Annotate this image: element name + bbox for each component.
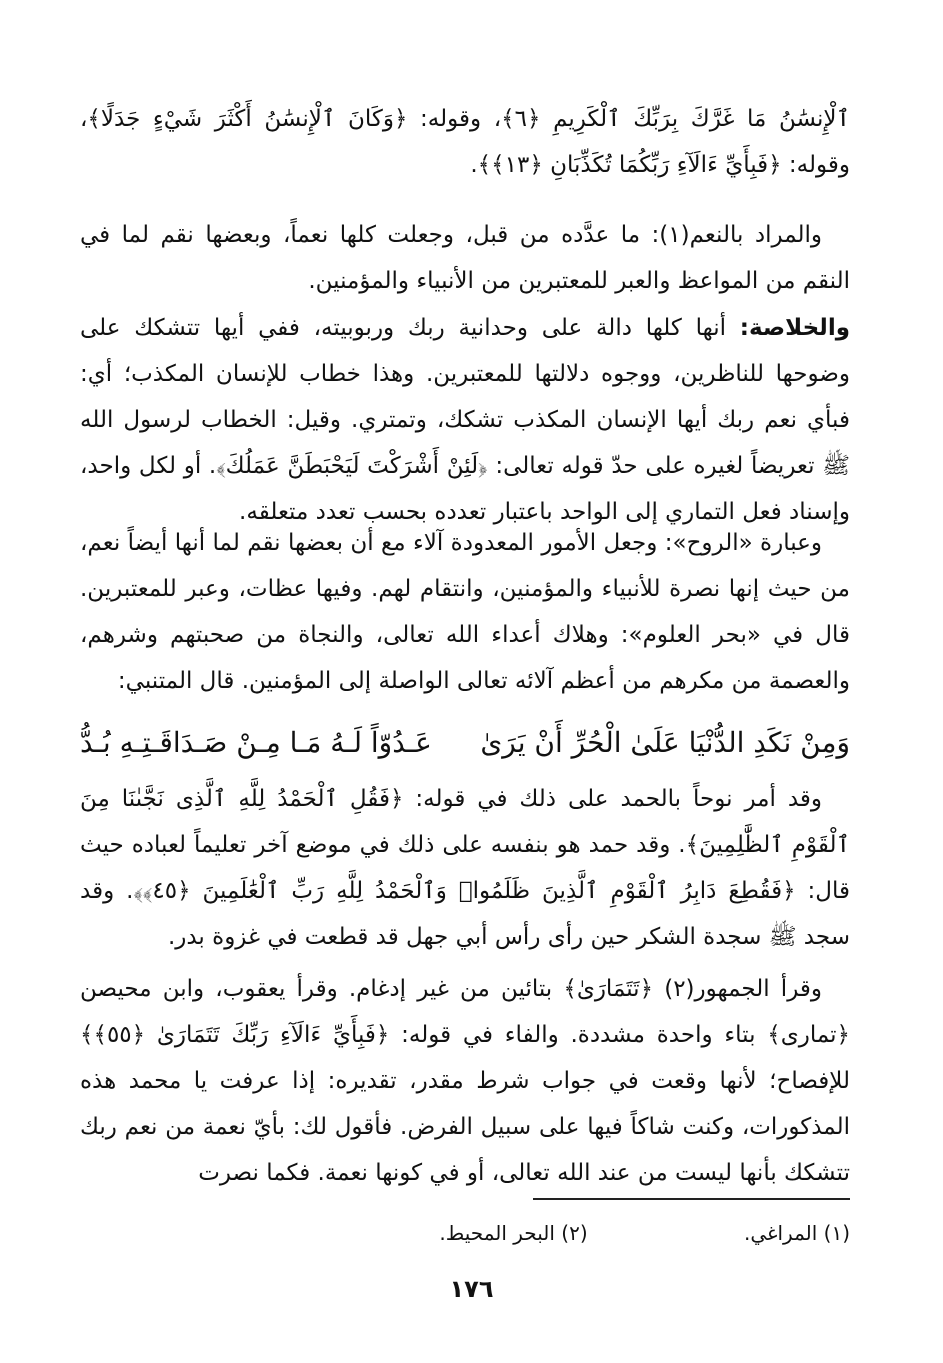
footnotes xyxy=(80,1218,850,1248)
paragraph-quran-quotes xyxy=(80,96,850,188)
page-number: ١٧٦ xyxy=(449,1275,494,1303)
verse-second-hemistich: عَـدُوّاً لَـهُ مَـا مِـنْ صَـدَاقَـتِـهِ بُـدُّ xyxy=(80,726,432,759)
paragraph-text: ٱلْإِنسَٰنُ مَا غَرَّكَ بِرَبِّكَ ٱلْكَرِيمِ ﴿٦﴾، وقوله: ﴿وَكَانَ ٱلْإِنسَٰنُ أَكْثَرَ شَيْءٍ جَدَلًا﴾، وقوله: ﴿فَبِأَيِّ ءَالَآءِ رَبِّكُمَا تُكَذِّبَانِ ﴿١٣﴾﴾. xyxy=(80,106,850,178)
paragraph-summary xyxy=(80,305,850,535)
footnote-2: (٢) البحر المحيط. xyxy=(439,1221,588,1245)
paragraph-readings xyxy=(80,966,850,1196)
paragraph-text: أنها كلها دالة على وحدانية ربك وربوبيته، ففي أيها تتشكك على وضوحها للناظرين، ووجوه دلالتها للمعتبرين. وهذا خطاب للإنسان المكذب؛ أي: فبأي نعم ربك أيها الإنسان المكذب تشكك، وتمتري. وقيل: الخطاب لرسول الله ﷺ تعريضاً لغيره على حدّ قوله تعالى: ﴿لَئِنْ أَشْرَكْتَ لَيَحْبَطَنَّ عَمَلُكَ﴾. أو لكل واحد، وإسناد فعل التماري إلى الواحد باعتبار تعدده بحسب تعدد متعلقه. xyxy=(80,315,850,525)
footnote-1: (١) المراغي. xyxy=(743,1221,850,1245)
paragraph-text: وعبارة «الروح»: وجعل الأمور المعدودة آلاء مع أن بعضها نقم لما أنها أيضاً نعم، من حيث إنها نصرة للأنبياء والمؤمنين، وانتقام لهم. وفيها عظات، وعبر للمعتبرين. قال في «بحر العلوم»: وهلاك أعداء الله تعالى، والنجاة من صحبتهم وشرهم، والعصمة من مكرهم من أعظم آلائه تعالى الواصلة إلى المؤمنين. قال المتنبي: xyxy=(80,530,850,694)
verse-first-hemistich: وَمِنْ نَكَدِ الدُّنْيَا عَلَىٰ الْحُرِّ أَنْ يَرَىٰ xyxy=(480,726,850,759)
paragraph-text: والمراد بالنعم(١): ما عدَّده من قبل، وجعلت كلها نعماً، وبعضها نقم لما في النقم من المواعظ والعبر للمعتبرين من الأنبياء والمؤمنين. xyxy=(80,222,850,294)
paragraph-nuh-praise xyxy=(80,776,850,960)
poetry-verse xyxy=(80,718,850,768)
paragraph-text: وقد أمر نوحاً بالحمد على ذلك في قوله: ﴿فَقُلِ ٱلْحَمْدُ لِلَّهِ ٱلَّذِى نَجَّىٰنَا مِنَ ٱلْقَوْمِ ٱلظَّٰلِمِينَ﴾. وقد حمد هو بنفسه على ذلك في موضع آخر تعليماً لعباده حيث قال: ﴿فَقُطِعَ دَابِرُ ٱلْقَوْمِ ٱلَّذِينَ ظَلَمُوا۟ وَٱلْحَمْدُ لِلَّهِ رَبِّ ٱلْعَٰلَمِينَ ﴿٤٥﴾﴾. وقد سجد ﷺ سجدة الشكر حين رأى رأس أبي جهل قد قطعت في غزوة بدر. xyxy=(80,786,850,950)
paragraph-meaning-of-blessings xyxy=(80,212,850,304)
paragraph-ruh-quote xyxy=(80,520,850,704)
paragraph-text: وقرأ الجمهور(٢) ﴿تَتَمَارَىٰ﴾ بتائين من غير إدغام. وقرأ يعقوب، وابن محيصن ﴿تمارى﴾ بتاء واحدة مشددة. والفاء في قوله: ﴿فَبِأَيِّ ءَالَآءِ رَبِّكَ تَتَمَارَىٰ ﴿٥٥﴾﴾ للإفصاح؛ لأنها وقعت في جواب شرط مقدر، تقديره: إذا عرفت يا محمد هذه المذكورات، وكنت شاكاً فيها على سبيل الفرض. فأقول لك: بأيّ نعمة من نعم ربك تتشكك بأنها ليست من عند الله تعالى، أو في كونها نعمة. فكما نصرت xyxy=(80,976,850,1186)
footnote-divider xyxy=(533,1198,850,1200)
summary-label: والخلاصة: xyxy=(739,315,850,341)
